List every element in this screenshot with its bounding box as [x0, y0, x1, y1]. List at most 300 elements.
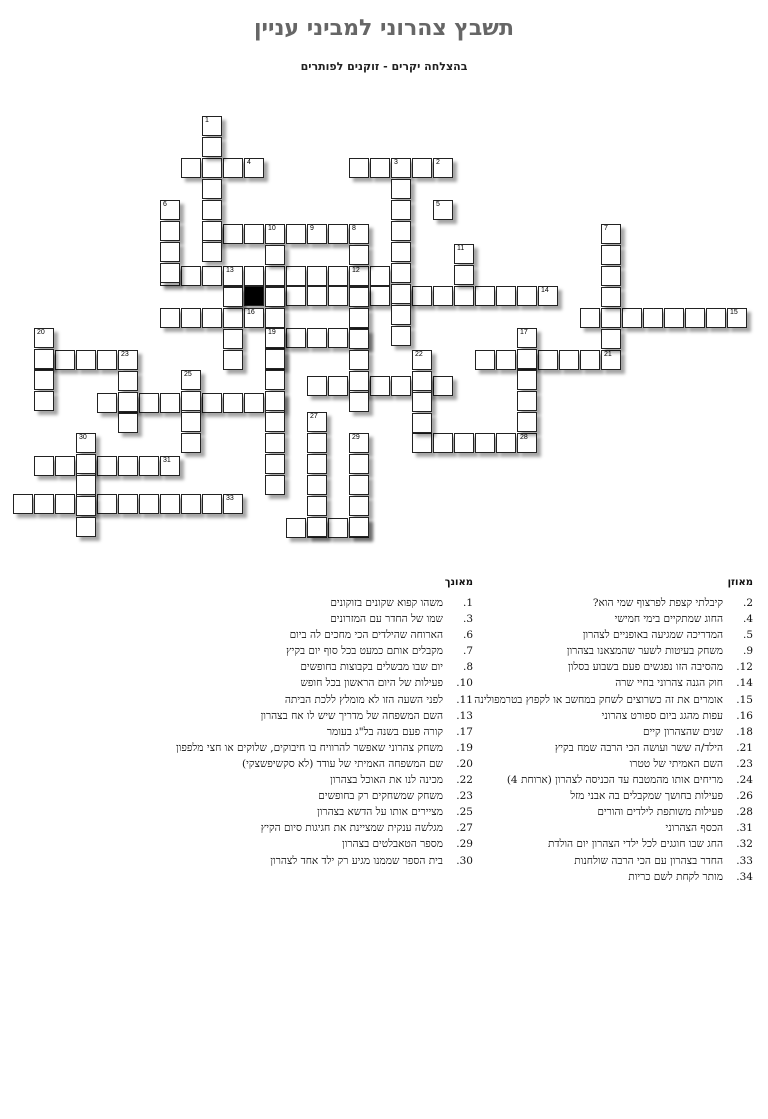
grid-cell[interactable]: [223, 224, 243, 244]
grid-cell[interactable]: [181, 494, 201, 514]
grid-cell[interactable]: [244, 393, 264, 413]
cell-number: 25: [184, 371, 192, 378]
clue-text: הארוחה שהילדים הכי מחכים לה ביום: [289, 629, 443, 642]
grid-cell[interactable]: [55, 350, 75, 370]
grid-cell[interactable]: [286, 518, 306, 538]
grid-cell[interactable]: [391, 305, 411, 325]
grid-cell[interactable]: [202, 242, 222, 262]
clue-item: [168, 611, 473, 627]
grid-cell[interactable]: [349, 245, 369, 265]
clue-item: [448, 643, 753, 659]
clue-text: המדריכה שמגיעה באופניים לצהרון: [582, 629, 723, 642]
grid-cell[interactable]: [265, 475, 285, 495]
grid-cell[interactable]: [223, 350, 243, 370]
cell-number: 10: [268, 225, 276, 232]
grid-cell[interactable]: [349, 329, 369, 349]
grid-cell[interactable]: [13, 494, 33, 514]
grid-cell[interactable]: [223, 266, 243, 286]
grid-cell[interactable]: [265, 245, 285, 265]
grid-cell[interactable]: [601, 329, 621, 349]
grid-cell[interactable]: [349, 287, 369, 307]
grid-cell[interactable]: [454, 265, 474, 285]
grid-cell[interactable]: [412, 350, 432, 370]
grid-cell[interactable]: [349, 475, 369, 495]
grid-cell[interactable]: [412, 413, 432, 433]
clue-number: 9.: [742, 645, 753, 658]
clue-text: פעילות של היום הראשון בכל חופש: [300, 677, 443, 690]
grid-cell[interactable]: [349, 224, 369, 244]
grid-cell[interactable]: [202, 137, 222, 157]
clue-item: [168, 675, 473, 691]
grid-cell[interactable]: [412, 158, 432, 178]
grid-cell[interactable]: [391, 284, 411, 304]
grid-cell[interactable]: [55, 494, 75, 514]
grid-cell[interactable]: [160, 494, 180, 514]
grid-cell[interactable]: [160, 456, 180, 476]
clue-item: [448, 836, 753, 852]
grid-cell[interactable]: [391, 263, 411, 283]
clue-text: פעילות משותפת לילדים והורים: [597, 806, 723, 819]
grid-cell[interactable]: [181, 391, 201, 411]
grid-cell[interactable]: [412, 371, 432, 391]
grid-cell[interactable]: [265, 349, 285, 369]
grid-cell[interactable]: [34, 494, 54, 514]
grid-cell[interactable]: [370, 376, 390, 396]
clue-number: 11.: [456, 693, 473, 706]
cell-number: 12: [352, 267, 360, 274]
grid-cell[interactable]: [181, 158, 201, 178]
grid-cell[interactable]: [223, 494, 243, 514]
clue-number: 7.: [462, 645, 473, 658]
grid-cell[interactable]: [433, 433, 453, 453]
grid-cell[interactable]: [328, 224, 348, 244]
grid-cell[interactable]: [244, 266, 264, 286]
grid-cell[interactable]: [139, 393, 159, 413]
grid-cell[interactable]: [76, 350, 96, 370]
clue-item: [168, 659, 473, 675]
grid-cell[interactable]: [223, 329, 243, 349]
grid-cell[interactable]: [181, 433, 201, 453]
clue-item: [448, 820, 753, 836]
grid-cell[interactable]: [202, 494, 222, 514]
clue-text: מותר לקחת לשם כריות: [628, 870, 723, 883]
grid-cell[interactable]: [580, 350, 600, 370]
cell-number: 29: [352, 434, 360, 441]
cell-number: 30: [79, 434, 87, 441]
grid-cell[interactable]: [328, 286, 348, 306]
clue-number: 33.: [736, 854, 753, 867]
grid-cell[interactable]: [370, 266, 390, 286]
grid-cell[interactable]: [601, 245, 621, 265]
grid-cell[interactable]: [475, 433, 495, 453]
cell-number: 15: [730, 309, 738, 316]
grid-cell[interactable]: [76, 475, 96, 495]
grid-cell[interactable]: [265, 454, 285, 474]
clue-item: [448, 869, 753, 885]
grid-cell[interactable]: [475, 350, 495, 370]
clue-item: [448, 692, 753, 708]
grid-cell[interactable]: [34, 456, 54, 476]
clue-text: הילד/ה ששר ועושה הכי הרבה שמח בקיץ: [554, 741, 723, 754]
grid-cell[interactable]: [244, 224, 264, 244]
grid-cell[interactable]: [202, 116, 222, 136]
clue-item: [168, 643, 473, 659]
clue-text: מקבלים אותם כמעט בכל סוף יום בקיץ: [286, 645, 443, 658]
grid-cell[interactable]: [307, 517, 327, 537]
clue-text: פעילות בחושך שמקבלים בה אבני מזל: [570, 790, 723, 803]
grid-cell[interactable]: [202, 266, 222, 286]
grid-cell[interactable]: [517, 370, 537, 390]
grid-cell[interactable]: [97, 350, 117, 370]
clue-text: שם המשפחה האמיתי של עודד (לא סקשיפשצקי): [241, 757, 443, 770]
grid-cell[interactable]: [181, 266, 201, 286]
clue-text: לפני השעה הזו לא מומלץ ללכת הביתה: [284, 693, 443, 706]
grid-cell[interactable]: [265, 370, 285, 390]
grid-cell[interactable]: [160, 393, 180, 413]
clue-item: [168, 724, 473, 740]
grid-cell[interactable]: [265, 391, 285, 411]
clue-number: 23.: [456, 790, 473, 803]
cell-number: 1: [205, 117, 209, 124]
clue-text: שמו של החדר עם המזרונים: [330, 613, 443, 626]
grid-cell[interactable]: [160, 200, 180, 220]
grid-cell[interactable]: [139, 494, 159, 514]
grid-cell[interactable]: [391, 326, 411, 346]
clue-text: יום שבו מבשלים בקבוצות בחופשים: [300, 661, 443, 674]
clue-text: מספר הטאבלטים בצהרון: [342, 838, 443, 851]
grid-cell[interactable]: [517, 349, 537, 369]
clue-text: בית הספר שממנו מגיע רק ילד אחד לצהרון: [270, 854, 443, 867]
grid-cell[interactable]: [307, 266, 327, 286]
grid-cell[interactable]: [139, 456, 159, 476]
grid-cell[interactable]: [307, 376, 327, 396]
grid-cell[interactable]: [34, 328, 54, 348]
grid-cell[interactable]: [412, 392, 432, 412]
grid-cell[interactable]: [244, 308, 264, 328]
clue-text: משחק בעיטות לשער שהמצאנו בצהרון: [566, 645, 723, 658]
grid-cell[interactable]: [328, 376, 348, 396]
clue-text: משהו קפוא שקונים בזוקונים: [330, 597, 443, 609]
grid-cell[interactable]: [34, 370, 54, 390]
cell-number: 3: [394, 159, 398, 166]
grid-cell[interactable]: [328, 518, 348, 538]
clue-item: [448, 853, 753, 869]
clue-item: [168, 820, 473, 836]
grid-cell[interactable]: [517, 286, 537, 306]
grid-cell[interactable]: [307, 286, 327, 306]
clue-number: 25.: [456, 806, 473, 819]
clue-item: [168, 804, 473, 820]
grid-cell[interactable]: [202, 179, 222, 199]
grid-cell[interactable]: [391, 158, 411, 178]
grid-cell[interactable]: [202, 200, 222, 220]
clue-item: [168, 708, 473, 724]
clue-text: החג שבו חוגגים לכל ילדי הצהרון יום הולדת: [547, 838, 723, 851]
grid-cell[interactable]: [118, 350, 138, 370]
grid-cell[interactable]: [118, 494, 138, 514]
clue-number: 13.: [456, 709, 473, 722]
clue-text: מהסיבה הזו נפגשים פעם בשבוע בסלון: [567, 661, 723, 674]
grid-cell[interactable]: [328, 328, 348, 348]
grid-cell[interactable]: [181, 412, 201, 432]
grid-cell[interactable]: [34, 349, 54, 369]
grid-cell[interactable]: [202, 221, 222, 241]
grid-cell[interactable]: [391, 376, 411, 396]
cell-number: 2: [436, 159, 440, 166]
clue-item: [168, 836, 473, 852]
grid-cell[interactable]: [622, 308, 642, 328]
cell-number: 6: [163, 201, 167, 208]
clue-text: השם האמיתי של טטרו: [629, 757, 723, 770]
grid-cell[interactable]: [307, 433, 327, 453]
grid-cell[interactable]: [412, 286, 432, 306]
cell-number: 21: [604, 351, 612, 358]
grid-cell[interactable]: [181, 370, 201, 390]
grid-cell[interactable]: [265, 266, 285, 286]
grid-cell[interactable]: [160, 221, 180, 241]
clue-item: [448, 708, 753, 724]
clues-across-list: [448, 595, 753, 885]
clue-item: [448, 772, 753, 788]
grid-cell[interactable]: [580, 308, 600, 328]
cell-number: 20: [37, 329, 45, 336]
clue-number: 22.: [456, 774, 473, 787]
clue-number: 28.: [736, 806, 753, 819]
cell-number: 27: [310, 413, 318, 420]
clue-item: [168, 692, 473, 708]
grid-cell[interactable]: [370, 158, 390, 178]
clue-number: 16.: [736, 709, 753, 722]
grid-cell[interactable]: [496, 286, 516, 306]
grid-cell[interactable]: [601, 287, 621, 307]
clue-number: 8.: [462, 661, 473, 674]
clue-item: [448, 740, 753, 756]
clue-number: 19.: [456, 741, 473, 754]
clue-item: [168, 627, 473, 643]
grid-cell[interactable]: [223, 158, 243, 178]
grid-cell[interactable]: [349, 496, 369, 516]
clues-across: [448, 577, 753, 885]
grid-cell[interactable]: [307, 475, 327, 495]
grid-cell[interactable]: [538, 286, 558, 306]
grid-cell[interactable]: [349, 371, 369, 391]
grid-cell[interactable]: [391, 179, 411, 199]
cell-number: 14: [541, 287, 549, 294]
grid-cell[interactable]: [349, 433, 369, 453]
grid-cell[interactable]: [475, 286, 495, 306]
clue-number: 18.: [736, 725, 753, 738]
clue-text: מכינה לנו את האוכל בצהרון: [330, 774, 443, 787]
grid-cell[interactable]: [307, 412, 327, 432]
grid-cell[interactable]: [76, 454, 96, 474]
cell-number: 33: [226, 495, 234, 502]
grid-cell[interactable]: [118, 392, 138, 412]
grid-cell[interactable]: [601, 224, 621, 244]
clue-item: [168, 788, 473, 804]
clue-text: חוק הגנה צהרוני בחיי שרה: [615, 677, 723, 690]
grid-cell[interactable]: [265, 412, 285, 432]
grid-cell[interactable]: [202, 393, 222, 413]
grid-cell[interactable]: [349, 158, 369, 178]
grid-cell[interactable]: [601, 308, 621, 328]
cell-number: 9: [310, 225, 314, 232]
grid-cell[interactable]: [76, 433, 96, 453]
grid-cell[interactable]: [223, 393, 243, 413]
grid-cell[interactable]: [349, 266, 369, 286]
cell-number: 4: [247, 159, 251, 166]
grid-cell[interactable]: [685, 308, 705, 328]
clues-down-list: [168, 595, 473, 869]
grid-cell[interactable]: [265, 433, 285, 453]
grid-cell[interactable]: [97, 393, 117, 413]
grid-cell[interactable]: [160, 242, 180, 262]
cell-number: 5: [436, 201, 440, 208]
grid-cell[interactable]: [664, 308, 684, 328]
grid-cell[interactable]: [118, 413, 138, 433]
clue-item: [168, 772, 473, 788]
grid-cell[interactable]: [307, 224, 327, 244]
grid-cell[interactable]: [286, 328, 306, 348]
grid-cell[interactable]: [454, 286, 474, 306]
clue-text: קיבלתי קצפת לפרצוף שמי הוא?: [592, 597, 723, 609]
grid-cell[interactable]: [349, 350, 369, 370]
cell-number: 8: [352, 225, 356, 232]
grid-cell[interactable]: [160, 308, 180, 328]
clue-text: עפות מהגג ביום ספורט צהרוני: [601, 709, 723, 722]
cell-number: 7: [604, 225, 608, 232]
clues-down-heading: מאונך: [444, 577, 473, 588]
grid-cell[interactable]: [265, 224, 285, 244]
cell-number: 31: [163, 457, 171, 464]
clue-item: [448, 659, 753, 675]
grid-cell[interactable]: [517, 412, 537, 432]
grid-cell[interactable]: [34, 391, 54, 411]
grid-cell[interactable]: [118, 456, 138, 476]
grid-cell[interactable]: [97, 494, 117, 514]
clue-number: 5.: [742, 629, 753, 642]
clue-item: [168, 595, 473, 611]
grid-cell[interactable]: [118, 371, 138, 391]
clue-item: [448, 627, 753, 643]
clue-item: [168, 740, 473, 756]
clue-number: 30.: [456, 854, 473, 867]
grid-cell[interactable]: [349, 308, 369, 328]
page-subtitle: בהצלחה יקרים - זוקנים לפותרים: [300, 60, 468, 73]
clue-item: [448, 724, 753, 740]
grid-cell[interactable]: [349, 517, 369, 537]
grid-cell[interactable]: [538, 350, 558, 370]
clue-text: הכסף הצהרוני: [665, 822, 723, 835]
grid-cell[interactable]: [202, 308, 222, 328]
clue-item: [448, 804, 753, 820]
grid-cell[interactable]: [97, 456, 117, 476]
grid-cell[interactable]: [223, 287, 243, 307]
clue-number: 34.: [736, 870, 753, 883]
clue-number: 3.: [462, 613, 473, 626]
grid-cell[interactable]: [265, 328, 285, 348]
grid-cell[interactable]: [496, 433, 516, 453]
grid-cell[interactable]: [286, 266, 306, 286]
clue-number: 23.: [736, 757, 753, 770]
grid-cell[interactable]: [559, 350, 579, 370]
clue-item: [168, 756, 473, 772]
grid-cell[interactable]: [181, 308, 201, 328]
grid-cell[interactable]: [727, 308, 747, 328]
grid-cell[interactable]: [265, 308, 285, 328]
clue-number: 29.: [456, 838, 473, 851]
grid-cell[interactable]: [349, 454, 369, 474]
grid-cell[interactable]: [202, 158, 222, 178]
clue-text: משחק שמשחקים רק בחופשים: [318, 790, 443, 803]
grid-cell[interactable]: [706, 308, 726, 328]
clue-number: 24.: [736, 774, 753, 787]
clue-number: 10.: [456, 677, 473, 690]
grid-cell[interactable]: [433, 158, 453, 178]
grid-cell[interactable]: [433, 286, 453, 306]
page-title: תשבץ צהרוני למביני עניין: [253, 16, 515, 41]
grid-cell[interactable]: [601, 266, 621, 286]
clue-number: 2.: [742, 597, 753, 609]
grid-cell[interactable]: [643, 308, 663, 328]
grid-cell[interactable]: [454, 244, 474, 264]
grid-cell[interactable]: [391, 221, 411, 241]
grid-cell[interactable]: [55, 456, 75, 476]
grid-cell[interactable]: [76, 517, 96, 537]
grid-cell[interactable]: [454, 433, 474, 453]
grid-cell[interactable]: [433, 200, 453, 220]
clue-text: החדר בצהרון עם הכי הרבה שולחנות: [574, 854, 723, 867]
grid-cell[interactable]: [307, 496, 327, 516]
grid-cell[interactable]: [265, 287, 285, 307]
clues-down: [168, 577, 473, 869]
clue-item: [448, 611, 753, 627]
clue-number: 31.: [736, 822, 753, 835]
grid-cell[interactable]: [286, 224, 306, 244]
grid-cell[interactable]: [349, 392, 369, 412]
grid-cell[interactable]: [223, 308, 243, 328]
grid-cell[interactable]: [160, 263, 180, 283]
cell-number: 13: [226, 267, 234, 274]
clue-number: 1.: [462, 597, 473, 609]
grid-cell[interactable]: [328, 266, 348, 286]
clue-number: 17.: [456, 725, 473, 738]
clue-text: משחק צהרוני שאפשר להרוויח בו חיבוקים, שלוקים או חצי מלפפון: [176, 741, 443, 754]
clue-number: 26.: [736, 790, 753, 803]
grid-cell[interactable]: [517, 328, 537, 348]
cell-number: 17: [520, 329, 528, 336]
grid-cell[interactable]: [244, 158, 264, 178]
grid-cell[interactable]: [496, 350, 516, 370]
grid-cell[interactable]: [286, 286, 306, 306]
grid-cell[interactable]: [76, 496, 96, 516]
grid-cell[interactable]: [517, 433, 537, 453]
clue-text: קורה פעם בשנה בל"ג בעומר: [326, 725, 443, 738]
grid-cell[interactable]: [412, 433, 432, 453]
clue-item: [448, 675, 753, 691]
grid-cell[interactable]: [307, 454, 327, 474]
grid-cell[interactable]: [391, 242, 411, 262]
grid-cell[interactable]: [517, 391, 537, 411]
grid-cell[interactable]: [307, 328, 327, 348]
grid-cell[interactable]: [391, 200, 411, 220]
clue-text: אומרים את זה כשרוצים לשחק במחשב או לקפוץ בטרמפולינה: [474, 693, 723, 706]
grid-cell[interactable]: [601, 350, 621, 370]
clue-text: שנים שהצהרון קיים: [642, 725, 723, 738]
clue-text: החוג שמתקיים בימי חמישי: [614, 613, 723, 626]
grid-cell[interactable]: [370, 286, 390, 306]
grid-cell[interactable]: [433, 376, 453, 396]
clue-item: [448, 756, 753, 772]
